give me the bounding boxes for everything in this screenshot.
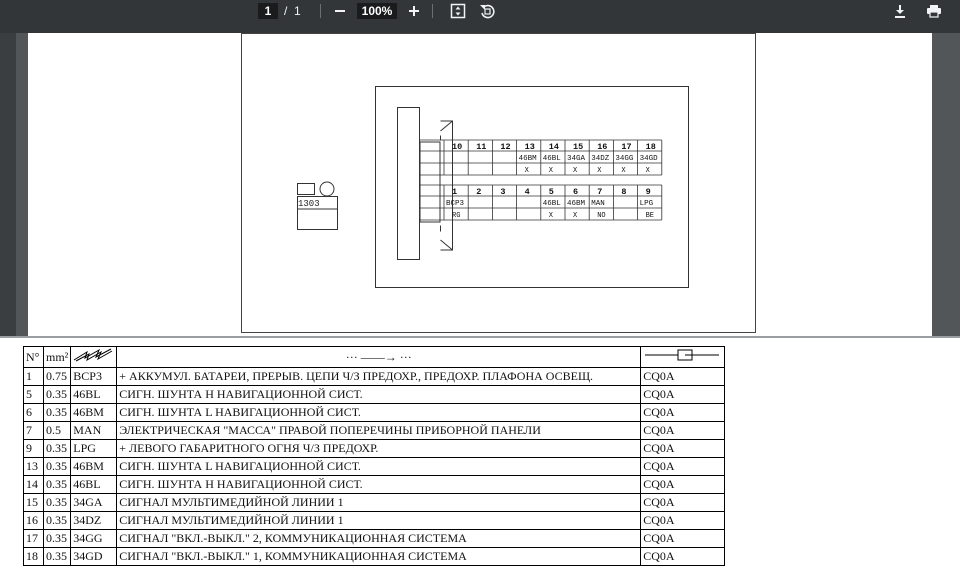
cell-wire-code: 46BL (71, 476, 117, 494)
cell-wire-code: BCP3 (71, 368, 117, 386)
cell-number: 6 (24, 404, 44, 422)
cell-number: 9 (24, 440, 44, 458)
cell-number: 1 (24, 368, 44, 386)
cell-connector: CQ0A (641, 530, 725, 548)
table-row (24, 368, 725, 386)
cell-description: ЭЛЕКТРИЧЕСКАЯ "МАССА" ПРАВОЙ ПОПЕРЕЧИНЫ ПРИБОРНОЙ ПАНЕЛИ (117, 422, 641, 440)
pin-wire-code: 34GG (615, 155, 634, 163)
cell-connector: CQ0A (641, 548, 725, 566)
cell-section: 0.35 (44, 530, 71, 548)
zoom-level-input[interactable]: 100% (357, 3, 397, 19)
fit-page-button[interactable] (448, 1, 468, 21)
pin-number: 9 (645, 187, 651, 197)
cell-section: 0.35 (44, 512, 71, 530)
pin-wire-code: 34GD (639, 155, 658, 163)
cell-wire-code: 46BM (71, 458, 117, 476)
cell-connector: CQ0A (641, 422, 725, 440)
toolbar-divider (432, 4, 433, 18)
viewer-side-strip (0, 33, 16, 338)
cell-connector: CQ0A (641, 476, 725, 494)
pin-wire-code: 46BM (567, 200, 586, 208)
table-header-row (24, 347, 725, 368)
pin-number: 5 (548, 187, 554, 197)
cell-description: СИГНАЛ МУЛЬТИМЕДИЙНОЙ ЛИНИИ 1 (117, 512, 641, 530)
table-row (24, 548, 725, 566)
pin-mark: NO (597, 212, 606, 220)
cell-number: 17 (24, 530, 44, 548)
wiring-table (23, 346, 725, 566)
pin-mark: BE (645, 212, 655, 220)
cell-description: СИГН. ШУНТА L НАВИГАЦИОННОЙ СИСТ. (117, 458, 641, 476)
pin-mark: X (645, 167, 650, 175)
table-row (24, 476, 725, 494)
viewer-toolbar (0, 0, 960, 33)
pin-number: 16 (597, 142, 608, 152)
connector-symbol-icon (643, 348, 721, 362)
pin-mark: X (548, 167, 554, 175)
cell-connector: CQ0A (641, 458, 725, 476)
cell-wire-code: 34GD (71, 548, 117, 566)
component-label: 1303 (298, 199, 320, 209)
table-row (24, 512, 725, 530)
pin-mark: RG (452, 212, 461, 220)
cell-description: + ЛЕВОГО ГАБАРИТНОГО ОГНЯ Ч/З ПРЕДОХР. (117, 440, 641, 458)
table-row (24, 440, 725, 458)
pin-mark: X (524, 167, 529, 175)
pin-wire-code: 46BL (542, 155, 561, 163)
pin-number: 7 (597, 187, 603, 197)
cell-connector: CQ0A (641, 494, 725, 512)
pin-mark: X (597, 167, 602, 175)
cell-wire-code: 34GG (71, 530, 117, 548)
rotate-icon (479, 3, 495, 19)
cell-section: 0.35 (44, 404, 71, 422)
header-number: N° (24, 347, 44, 368)
pin-mark: X (621, 167, 626, 175)
cell-description: + АККУМУЛ. БАТАРЕИ, ПРЕРЫВ. ЦЕПИ Ч/З ПРЕДОХР., ПРЕДОХР. ПЛАФОНА ОСВЕЩ. (117, 368, 641, 386)
cell-section: 0.35 (44, 440, 71, 458)
pin-mark: X (573, 167, 578, 175)
cell-connector: CQ0A (641, 368, 725, 386)
header-section: mm² (44, 347, 71, 368)
cell-number: 15 (24, 494, 44, 512)
cell-section: 0.35 (44, 548, 71, 566)
plus-icon (408, 5, 420, 17)
cell-description: СИГН. ШУНТА L НАВИГАЦИОННОЙ СИСТ. (117, 404, 641, 422)
download-icon (893, 4, 907, 18)
pin-number: 2 (476, 187, 482, 197)
cell-section: 0.35 (44, 476, 71, 494)
pin-number: 4 (524, 187, 530, 197)
fit-page-icon (450, 3, 466, 19)
cell-number: 14 (24, 476, 44, 494)
cell-wire-code: 34GA (71, 494, 117, 512)
pin-wire-code: 46BM (518, 155, 537, 163)
cell-section: 0.5 (44, 422, 71, 440)
cell-description: СИГН. ШУНТА Н НАВИГАЦИОННОЙ СИСТ. (117, 386, 641, 404)
table-row (24, 404, 725, 422)
print-button[interactable] (924, 1, 944, 21)
cell-connector: CQ0A (641, 386, 725, 404)
cell-section: 0.35 (44, 458, 71, 476)
pin-number: 8 (621, 187, 627, 197)
cell-connector: CQ0A (641, 404, 725, 422)
wire-symbol-icon (73, 348, 113, 362)
cell-description: СИГН. ШУНТА Н НАВИГАЦИОННОЙ СИСТ. (117, 476, 641, 494)
cell-number: 7 (24, 422, 44, 440)
pin-number: 13 (524, 142, 535, 152)
pin-number: 3 (500, 187, 506, 197)
pin-mark: X (573, 212, 578, 220)
rotate-button[interactable] (477, 1, 497, 21)
cell-section: 0.75 (44, 368, 71, 386)
download-button[interactable] (890, 1, 910, 21)
pin-number: 17 (621, 142, 632, 152)
pin-wire-code: 34DZ (591, 155, 610, 163)
cell-section: 0.35 (44, 386, 71, 404)
cell-number: 18 (24, 548, 44, 566)
pin-wire-code: 34GA (567, 155, 586, 163)
cell-number: 5 (24, 386, 44, 404)
cell-description: СИГНАЛ "ВКЛ.-ВЫКЛ." 2, КОММУНИКАЦИОННАЯ СИСТЕМА (117, 530, 641, 548)
cell-number: 16 (24, 512, 44, 530)
minus-icon (334, 5, 346, 17)
pin-wire-code: MAN (591, 200, 605, 208)
zoom-in-button[interactable] (404, 1, 424, 21)
page-separator: / (284, 4, 288, 18)
header-description: ··· ——→ ··· (117, 347, 641, 368)
pin-number: 10 (452, 142, 463, 152)
table-row (24, 422, 725, 440)
cell-description: СИГНАЛ "ВКЛ.-ВЫКЛ." 1, КОММУНИКАЦИОННАЯ СИСТЕМА (117, 548, 641, 566)
table-row (24, 458, 725, 476)
cell-wire-code: 46BM (71, 404, 117, 422)
pin-number: 14 (548, 142, 560, 152)
pin-number: 18 (645, 142, 656, 152)
cell-wire-code: LPG (71, 440, 117, 458)
pin-number: 12 (500, 142, 511, 152)
toolbar-divider (320, 4, 321, 18)
page-total: 1 (294, 4, 301, 18)
connector-drawing (241, 33, 756, 333)
page-number-input[interactable]: 1 (258, 3, 278, 19)
cell-description: СИГНАЛ МУЛЬТИМЕДИЙНОЙ ЛИНИИ 1 (117, 494, 641, 512)
table-row (24, 530, 725, 548)
pin-number: 1 (452, 187, 458, 197)
pin-number: 11 (476, 142, 487, 152)
pin-wire-code: LPG (639, 200, 654, 208)
cell-wire-code: 46BL (71, 386, 117, 404)
cell-connector: CQ0A (641, 512, 725, 530)
pin-number: 15 (573, 142, 584, 152)
cell-wire-code: 34DZ (71, 512, 117, 530)
pin-mark: X (548, 212, 554, 220)
cell-number: 13 (24, 458, 44, 476)
pin-wire-code: 46BL (542, 200, 561, 208)
pin-number: 6 (573, 187, 579, 197)
zoom-out-button[interactable] (330, 1, 350, 21)
header-wire-icon (71, 347, 117, 368)
header-connector-icon (641, 347, 725, 368)
cell-wire-code: MAN (71, 422, 117, 440)
table-row (24, 494, 725, 512)
pin-wire-code: BCP3 (446, 200, 465, 208)
page-divider (0, 336, 960, 338)
cell-connector: CQ0A (641, 440, 725, 458)
cell-section: 0.35 (44, 494, 71, 512)
table-row (24, 386, 725, 404)
print-icon (926, 4, 942, 18)
